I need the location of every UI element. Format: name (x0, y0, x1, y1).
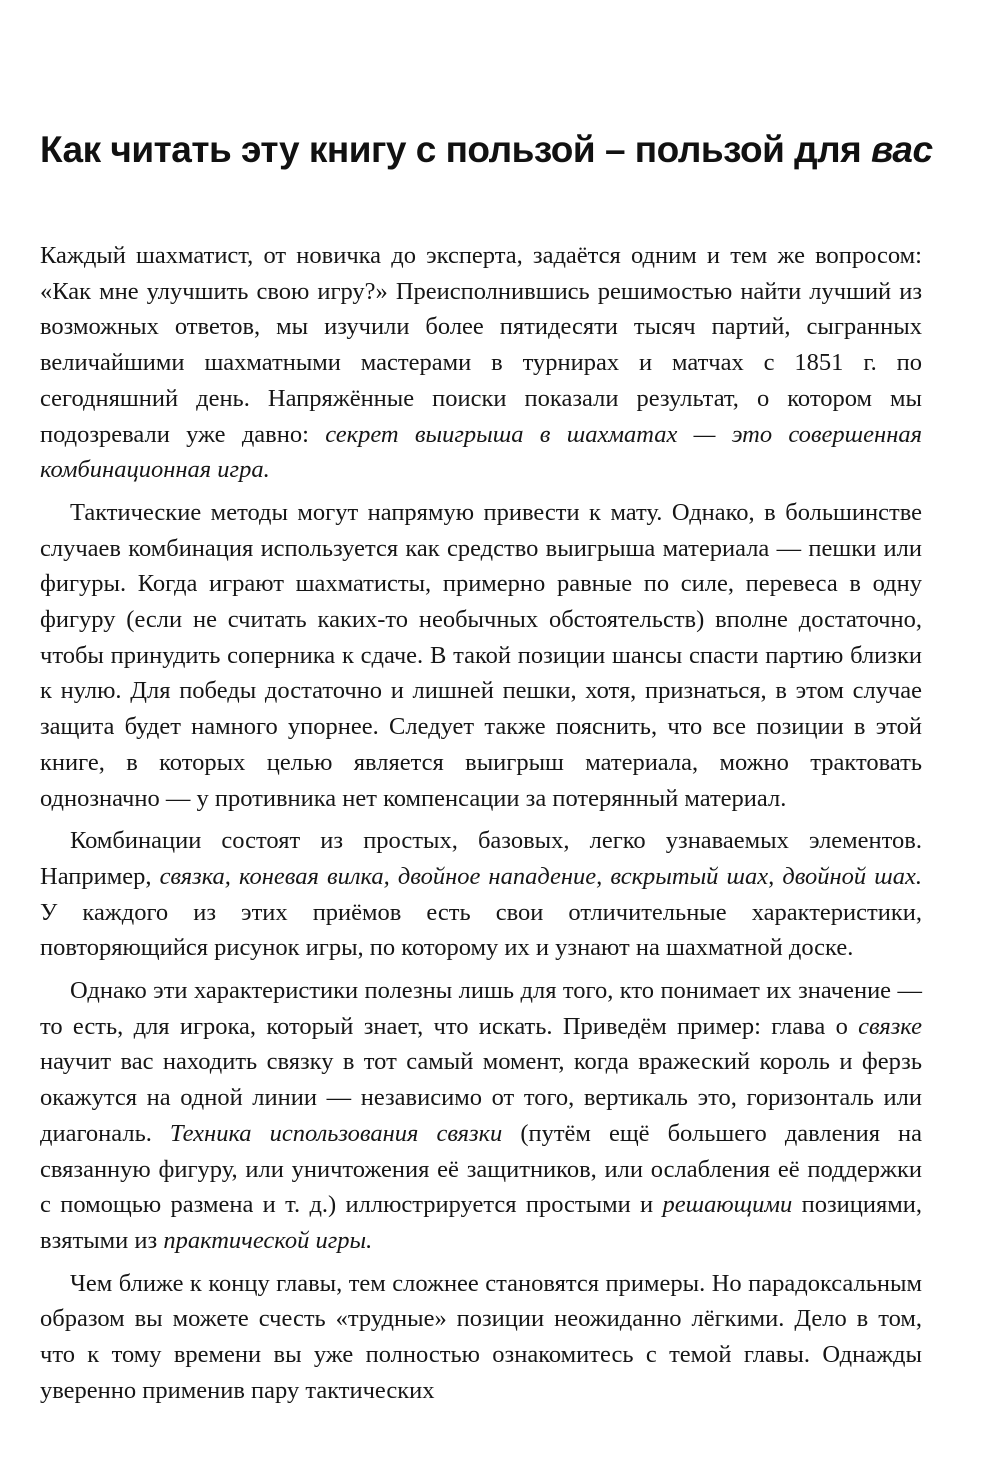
text-run: У каждого из этих приёмов есть свои отличительные характеристики, повторяющийся рисунок игры, по которому их и узнают на шахматной доске. (40, 898, 922, 962)
text-run: Комбинации состоят из простых, базовых, легко узнаваемых элементов. Например, (40, 827, 922, 890)
title-main: Как читать эту книгу с пользой – пользой для (40, 129, 872, 170)
text-run: научит вас находить связку в тот самый момент, когда вражеский король и ферзь окажутся на одной линии — независимо от того, вертикаль это, горизонталь или диагональ. (40, 1048, 922, 1147)
italic-text: Техника использования связки (169, 1119, 503, 1147)
paragraph (40, 495, 922, 816)
paragraph (40, 823, 922, 966)
body-text (40, 238, 922, 1416)
text-run: Каждый шахматист, от новичка до эксперта, задаётся одним и тем же вопросом: «Как мне улучшить свою игру?» Преисполнившись решимостью найти лучший из возможных ответов, мы изучили более пятидесяти тысяч партий, сыгранных величайшими шахматными мастерами в турнирах и матчах с 1851 г. по сегодняшний день. Напряжённые поиски показали результат, о котором мы подозревали уже давно: (40, 242, 922, 448)
italic-text: решающими (662, 1191, 793, 1219)
paragraph (40, 973, 922, 1259)
text-run: позициями, взятыми из (40, 1191, 922, 1254)
title-accent: вас (871, 129, 933, 170)
italic-text: практической игры. (163, 1226, 373, 1254)
italic-text: связка, коневая вилка, двойное нападение, вскрытый шах, двойной шах. (159, 862, 922, 890)
italic-text: секрет выигрыша в шахматах — это совершенная комбинационная игра. (40, 420, 922, 484)
text-run: Однако эти характеристики полезны лишь для того, кто понимает их значение — то есть, для игрока, который знает, что искать. Приведём пример: глава о (40, 977, 922, 1040)
italic-text: связке (858, 1012, 922, 1040)
paragraph (40, 238, 922, 488)
page-title (40, 128, 960, 172)
text-run: (путём ещё большего давления на связанную фигуру, или уничтожения её защитников, или ослабления её поддержки с помощью размена и т. д.) иллюстрируется простыми и (40, 1119, 922, 1219)
text-run: Тактические методы могут напрямую привести к мату. Однако, в большинстве случаев комбинация используется как средство выигрыша материала — пешки или фигуры. Когда играют шахматисты, примерно равные по силе, перевеса в одну фигуру (если не считать каких-то необычных обстоятельств) вполне достаточно, чтобы принудить соперника к сдаче. В такой позиции шансы спасти партию близки к нулю. Для победы достаточно и лишней пешки, хотя, признаться, в этом случае защита будет намного упорнее. Следует также пояснить, что все позиции в этой книге, в которых целью является выигрыш материала, можно трактовать однозначно — у противника нет компенсации за потерянный материал. (40, 498, 922, 812)
paragraph (40, 1266, 922, 1409)
text-run: Чем ближе к концу главы, тем сложнее становятся примеры. Но парадоксальным образом вы можете счесть «трудные» позиции неожиданно лёгкими. Дело в том, что к тому времени вы уже полностью ознакомитесь с темой главы. Однажды уверенно применив пару тактических (40, 1269, 922, 1404)
